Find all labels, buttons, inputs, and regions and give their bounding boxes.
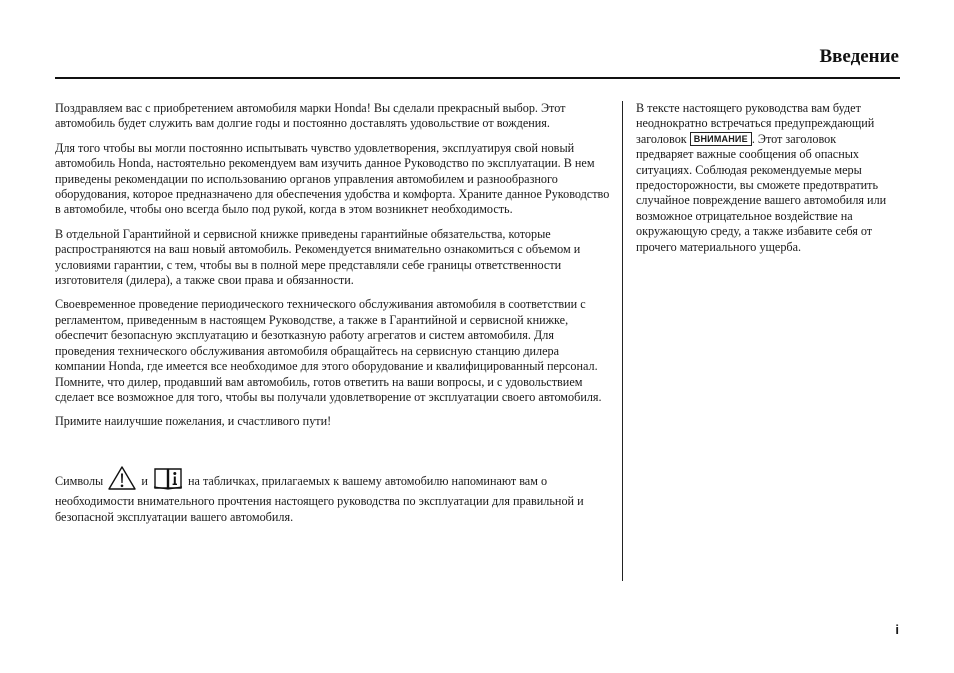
- symbols-conjunction: и: [141, 473, 148, 488]
- warning-triangle-icon: [108, 466, 136, 494]
- symbols-text-after: на табличках, прилагаемых к вашему автомобилю напоминают вам о необходимости внимательного прочтения настоящего руководства по эксплуатации для правильной и безопасной эксплуатации вашего автомобиля.: [55, 473, 584, 524]
- left-column: [55, 101, 611, 534]
- header-rule: [55, 77, 900, 79]
- page-number: i: [895, 622, 899, 637]
- right-column: [636, 101, 894, 255]
- warning-note-paragraph: [636, 101, 894, 255]
- warning-note-text-before: В тексте настоящего руководства вам будет неоднократно встречаться предупреждающий заголовок: [636, 101, 875, 146]
- intro-paragraph: Поздравляем вас с приобретением автомобиля марки Honda! Вы сделали прекрасный выбор. Этот автомобиль будет служить вам долгие годы и постоянно доставлять удовольствие от вождения.: [55, 101, 566, 131]
- maintenance-paragraph: Своевременное проведение периодического технического обслуживания автомобиля в соответствии с регламентом, приведенным в настоящем Руководстве, а также в Гарантийной и сервисной книжке, обеспечит безопасную эксплуатацию и безотказную работу агрегатов и систем автомобиля. Для проведения технического обслуживания автомобиля обращайтесь на сервисную станцию дилера компании Honda, где имеется все необходимое для этого оборудование и квалифицированный персонал. Помните, что дилер, продавший вам автомобиль, готов ответить на ваши вопросы, и с удовольствием сделает все возможное для того, чтобы вы получали удовлетворение от эксплуатации своего автомобиля.: [55, 297, 602, 404]
- warranty-paragraph: В отдельной Гарантийной и сервисной книжке приведены гарантийные обязательства, которые распространяются на ваш новый автомобиль. Рекомендуется внимательно ознакомиться с объемом и условиями гарантии, с тем, чтобы вы в полной мере представляли себе границы ответственности изготовителя (дилера), а также свои права и обязанности.: [55, 226, 581, 288]
- symbols-text-before: Символы: [55, 473, 104, 488]
- warning-badge: ВНИМАНИЕ: [690, 132, 752, 146]
- wishes-paragraph: Примите наилучшие пожелания, и счастливого пути!: [55, 414, 332, 429]
- symbols-paragraph: [55, 466, 611, 525]
- manual-book-info-icon: [153, 466, 183, 494]
- column-divider: [622, 101, 623, 581]
- warning-note-text-after: . Этот заголовок предваряет важные сообщения об опасных ситуациях. Соблюдая рекомендуемые меры предосторожности, вы сможете предотвратить случайное повреждение вашего автомобиля или возможное отрицательное воздействие на окружающую среду, а также избавите себя от прочего материального ущерба.: [636, 131, 887, 254]
- page-title: Введение: [819, 46, 899, 67]
- manual-paragraph: Для того чтобы вы могли постоянно испытывать чувство удовлетворения, эксплуатируя свой новый автомобиль Honda, настоятельно рекомендуем вам изучить данное Руководство по эксплуатации. В нем приведены рекомендации по использованию органов управления автомобилем и разнообразного оборудования, которое предназначено для обеспечения удобства и комфорта. Храните данное Руководство в автомобиле, чтобы оно всегда было под рукой, когда в этом возникнет необходимость.: [55, 140, 610, 217]
